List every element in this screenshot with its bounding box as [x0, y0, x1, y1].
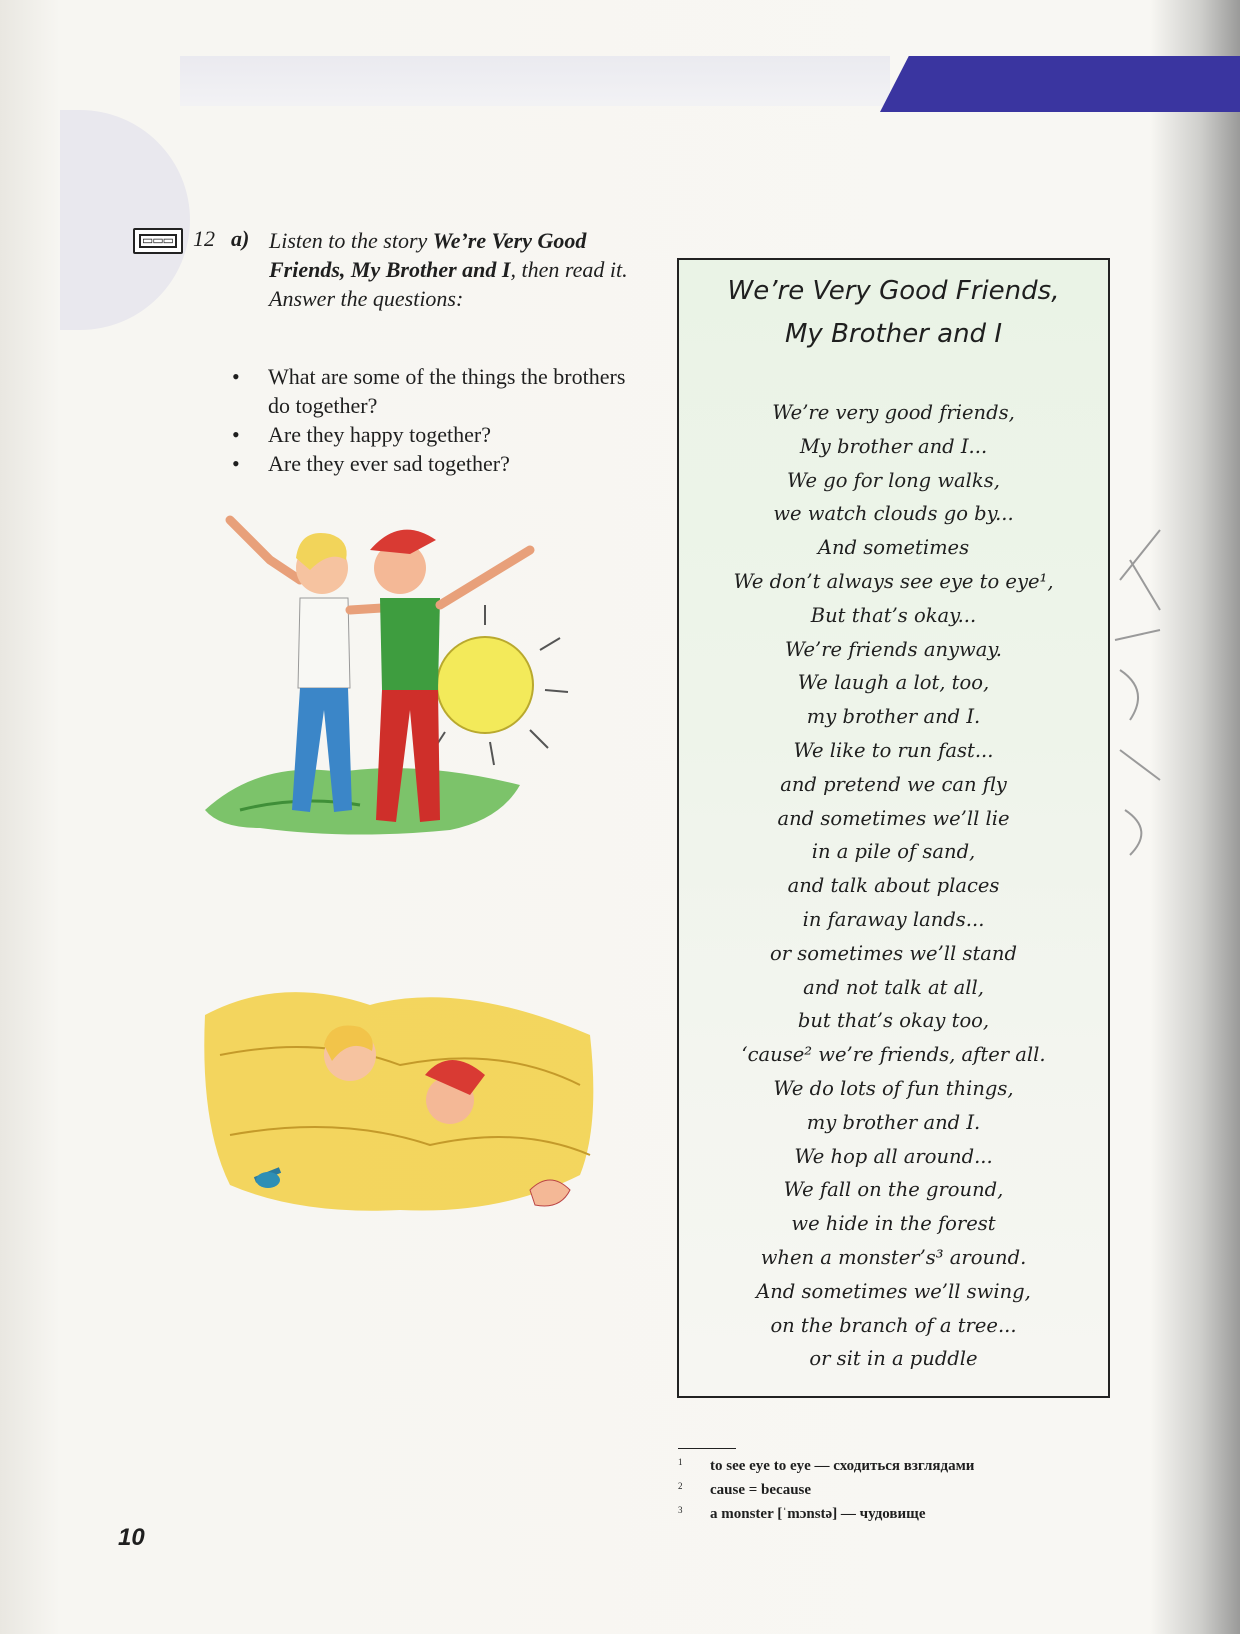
boys-jumping-sun-illustration: [200, 510, 580, 880]
poem-line: but that’s okay too,: [797, 1009, 990, 1033]
poem-title: [679, 270, 1108, 356]
poem-line: We don’t always see eye to eye¹,: [733, 569, 1054, 593]
footnote: [678, 1478, 1078, 1502]
poem-line: in a pile of sand,: [811, 840, 976, 864]
poem-line: And sometimes: [817, 536, 970, 560]
poem-line: or sit in a puddle: [809, 1347, 978, 1371]
footnote-text: cause = because: [710, 1482, 812, 1498]
faded-section-marker: [60, 110, 190, 330]
poem-line: or sometimes we’ll stand: [770, 941, 1017, 965]
poem-line: and talk about places: [787, 874, 1000, 898]
poem-line: We go for long walks,: [787, 468, 1000, 492]
poem-line: my brother and I.: [806, 705, 981, 729]
poem-line: We do lots of fun things,: [773, 1076, 1014, 1100]
question-item: • Are they ever sad together?: [232, 449, 632, 478]
footnote: [678, 1502, 1078, 1526]
task-text-before: Listen to the story: [269, 228, 433, 253]
poem-lines: [679, 396, 1108, 1376]
poem-line: We’re very good friends,: [772, 401, 1015, 424]
question-item: • What are some of the things the brothers do together?: [232, 362, 632, 420]
poem-line: in faraway lands...: [802, 907, 985, 931]
task-letter: a): [231, 226, 250, 251]
footnote-rule: [678, 1448, 736, 1449]
task-number: 12: [193, 226, 215, 251]
page-number: 10: [118, 1524, 145, 1551]
pencil-scribble: [1100, 520, 1180, 860]
question-item: • Are they happy together?: [232, 420, 632, 449]
boys-in-sand-illustration: [200, 975, 610, 1245]
task-text-after: , then read it.: [510, 257, 628, 282]
poem-line: We laugh a lot, too,: [797, 671, 990, 695]
task-answer-instruction: Answer the questions:: [269, 286, 464, 311]
footnote: [678, 1454, 1078, 1478]
poem-line: we watch clouds go by...: [773, 502, 1014, 526]
poem-line: We like to run fast...: [793, 738, 994, 762]
poem-line: We hop all around...: [794, 1144, 993, 1168]
footnote-text: a monster [ˈmɔnstə] — чудовище: [710, 1506, 926, 1522]
footnote-mark: 1: [678, 1457, 683, 1467]
footnote-mark: 2: [678, 1481, 683, 1491]
header-accent: [880, 56, 1240, 112]
poem-line: we hide in the forest: [791, 1212, 996, 1236]
cassette-icon[interactable]: [133, 228, 183, 254]
story-title: We’re Very Good Friends, My Brother and I: [269, 228, 587, 282]
poem-line: my brother and I.: [806, 1110, 981, 1134]
poem-line: We fall on the ground,: [783, 1178, 1004, 1202]
poem-line: on the branch of a tree...: [770, 1313, 1017, 1337]
poem-line: and pretend we can fly: [780, 772, 1007, 796]
footnote-mark: 3: [678, 1505, 683, 1515]
poem-line: But that’s okay...: [810, 603, 977, 627]
question-list: [232, 362, 632, 478]
poem-line: My brother and I...: [799, 434, 988, 458]
poem-line: when a monster’s³ around.: [760, 1245, 1027, 1269]
footnote-text: to see eye to eye — сходиться взглядами: [710, 1458, 975, 1474]
poem-line: We’re friends anyway.: [785, 637, 1002, 661]
poem-line: and not talk at all,: [803, 975, 984, 999]
task-instruction: [269, 226, 639, 313]
poem-title-line: We’re Very Good Friends,: [727, 276, 1060, 306]
footnotes: [678, 1454, 1078, 1526]
poem-title-line: My Brother and I: [785, 319, 1002, 349]
poem-line: ‘cause² we’re friends, after all.: [741, 1043, 1046, 1067]
poem-line: And sometimes we’ll swing,: [756, 1279, 1031, 1303]
poem-line: and sometimes we’ll lie: [777, 806, 1010, 830]
poem-box: [677, 258, 1110, 1398]
header-band: [180, 56, 890, 106]
